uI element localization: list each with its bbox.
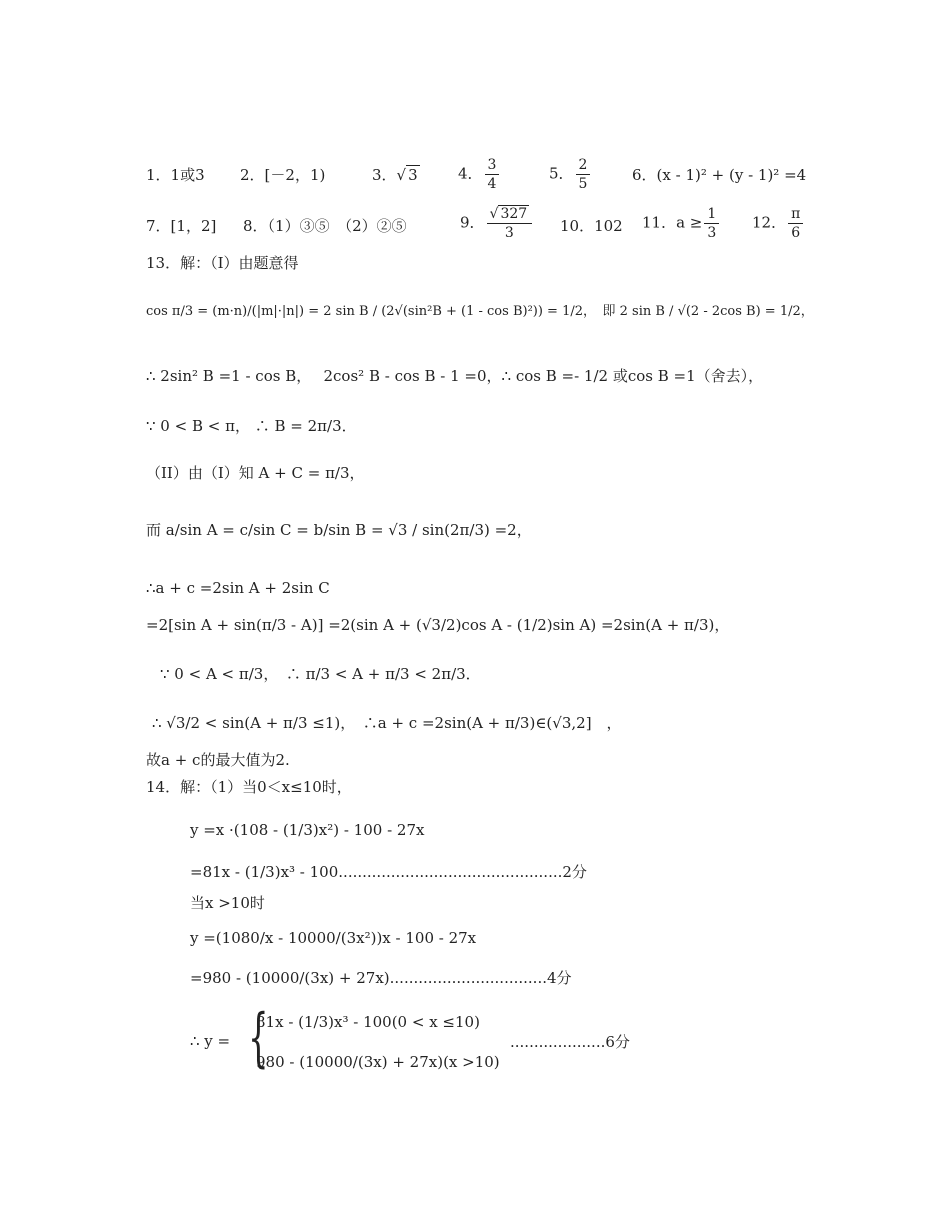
answer-9-num: 327 [500,206,528,222]
q13-sum-line-1: ∴a + c =2sin A + 2sin C [146,579,330,597]
answer-1: 1．1或3 [146,166,205,184]
answer-11-label: 11．a ≥ [642,213,703,232]
answer-5-num: 2 [576,156,591,175]
q14-piece-1: 81x - (1/3)x³ - 100(0 < x ≤10) [256,1013,480,1031]
q13-conclusion: 故a + c的最大值为2. [146,751,290,769]
q13-cos-line: cos π/3 = (m·n)/(|m|·|n|) = 2 sin B / (2√(sin²B + (1 - cos B)²)) = 1/2， 即 2 sin B / √(2 - 2cos B) = 1/2， [146,304,814,319]
q13-range-line-2: ∴ √3/2 < sin(A + π/3 ≤1)， ∴a + c =2sin(A + π/3)∈(√3,2] ， [152,714,622,732]
answer-9: 9． $\frac{√ 327}{3}$ [460,205,534,242]
q14-condition: 当x >10时 [190,894,265,912]
q14-line-3: y =(1080/x - 10000/(3x²))x - 100 - 27x [190,929,477,947]
q14-piece-2: 980 - (10000/(3x) + 27x)(x >10) [256,1053,500,1071]
q13-sum-line-2: =2[sin A + sin(π/3 - A)] =2(sin A + (√3/2)cos A - (1/2)sin A) =2sin(A + π/3)， [146,616,730,634]
q13-sine-rule: 而 a/sin A = c/sin C = b/sin B = √3 / sin(2π/3) =2， [146,521,532,539]
q14-line-4-score: 4分 [547,969,572,987]
answer-9-den: 3 [504,225,514,241]
answer-11-den: 3 [707,225,717,241]
answer-10: 10．102 [560,217,623,235]
answer-12-label: 12． [752,213,787,232]
answer-12-num: π [788,205,803,224]
answer-4-den: 4 [487,176,497,192]
answer-7: 7．[1，2] [146,217,217,235]
q14-line-4-expr: =980 - (10000/(3x) + 27x) [190,969,390,987]
q13-range-line-1: ∵ 0 < A < π/3， ∴ π/3 < A + π/3 < 2π/3． [160,665,481,683]
answer-9-label: 9． [460,213,485,232]
answer-8: 8．（1）③⑤ （2）②⑤ [243,217,407,235]
q14-line-2-score: 2分 [562,863,587,881]
q13-title: 13．解：（I）由题意得 [146,254,299,272]
q14-piece-score: 6分 [605,1033,630,1051]
q14-line-2: =81x - (1/3)x³ - 100...............................................2分 [190,863,587,881]
answer-11 [642,205,721,242]
q13-therefore-line: ∴ 2sin² B =1 - cos B， 2cos² B - cos B - 1 =0，∴ cos B =- 1/2 或cos B =1（舍去）， [146,367,764,385]
q14-line-1: y =x ·(108 - (1/3)x²) - 100 - 27x [190,821,425,839]
answer-3-value: 3 [408,166,418,184]
q14-title: 14．解：（1）当0＜x≤10时， [146,778,352,796]
answer-5-label: 5． [549,164,574,183]
q13-part2: （II）由（I）知 A + C = π/3， [146,464,365,482]
answer-5-den: 5 [578,176,588,192]
q14-piece-score-line: ....................6分 [510,1033,630,1051]
answer-5 [549,156,592,193]
answer-11-num: 1 [704,205,719,224]
answer-4-num: 3 [485,156,500,175]
piecewise-brace-icon: { [248,1001,269,1075]
answer-12 [752,205,805,242]
answer-6: 6．(x - 1)² + (y - 1)² =4 [632,166,807,184]
q14-line-4: =980 - (10000/(3x) + 27x).................................4分 [190,969,572,987]
q13-because-line: ∵ 0 < B < π， ∴ B = 2π/3． [146,417,357,435]
answer-4-label: 4． [458,164,483,183]
q14-therefore-y: ∴ y = [190,1032,231,1050]
q14-line-2-expr: =81x - (1/3)x³ - 100 [190,863,339,881]
answer-3: 3．√ 3 [372,166,418,184]
answer-12-den: 6 [791,225,801,241]
answer-2: 2．[－2，1) [240,166,326,184]
answer-3-label: 3． [372,166,397,184]
answer-4 [458,156,501,193]
